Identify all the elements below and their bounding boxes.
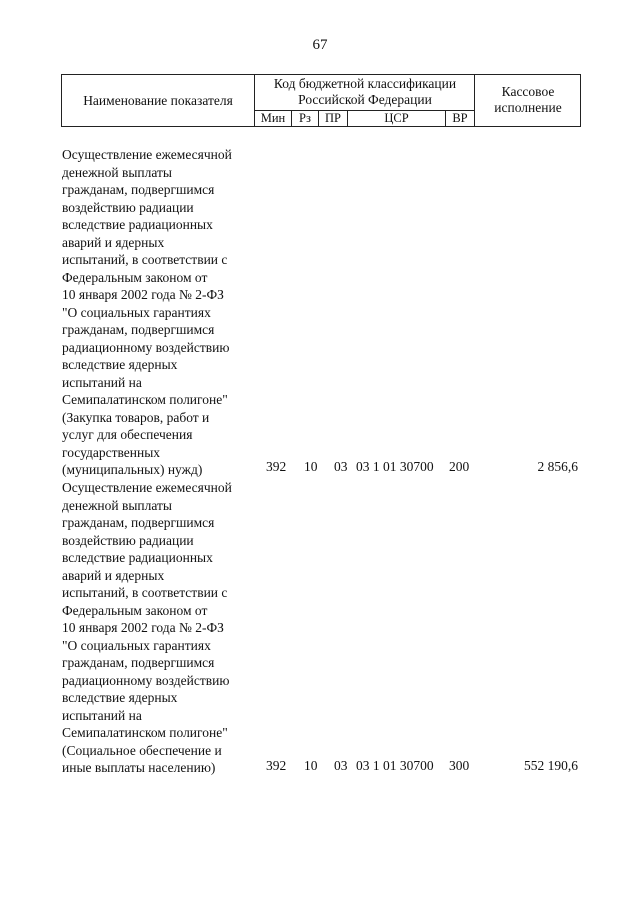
header-name-label: Наименование показателя <box>83 93 233 108</box>
header-sub-rz-label: Рз <box>299 111 311 125</box>
header-sub-pr-label: ПР <box>325 111 341 125</box>
row-1-pr: 03 <box>334 459 348 474</box>
row-1-vr: 200 <box>449 459 470 474</box>
page-number: 67 <box>312 37 328 53</box>
row-1-min: 392 <box>266 459 287 474</box>
row-1-name: Осуществление ежемесячной денежной выплаты гражданам, подвергшимся воздействию радиации вследствие радиационных аварий и ядерных испытаний, в соответствии с Федеральным законом от 10 января 2002 года № 2-ФЗ "О социальных гарантиях гражданам, подвергшимся радиационному воздействию вследствие ядерных испытаний на Семипалатинском полигоне" (Закупка товаров, работ и услуг для обеспечения государственных (муниципальных) нужд) <box>62 147 232 477</box>
header-code-label: Код бюджетной классификации Российской Федерации <box>273 76 457 107</box>
row-2-amount: 552 190,6 <box>524 758 578 773</box>
row-2-rz: 10 <box>304 758 318 773</box>
header-execution-label: Кассовое исполнение <box>494 84 562 115</box>
row-1-csr: 03 1 01 30700 <box>356 459 434 474</box>
row-2-csr: 03 1 01 30700 <box>356 758 434 773</box>
row-1-amount: 2 856,6 <box>537 459 578 474</box>
row-1-rz: 10 <box>304 459 318 474</box>
row-2-min: 392 <box>266 758 287 773</box>
header-sub-vr-label: ВР <box>452 111 468 125</box>
header-sub-csr-label: ЦСР <box>384 111 409 125</box>
row-2-name: Осуществление ежемесячной денежной выплаты гражданам, подвергшимся воздействию радиации вследствие радиационных аварий и ядерных испытаний, в соответствии с Федеральным законом от 10 января 2002 года № 2-ФЗ "О социальных гарантиях гражданам, подвергшимся радиационному воздействию вследствие ядерных испытаний на Семипалатинском полигоне" (Социальное обеспечение и иные выплаты населению) <box>62 480 232 775</box>
row-2-pr: 03 <box>334 758 348 773</box>
row-2-vr: 300 <box>449 758 470 773</box>
header-sub-min-label: Мин <box>260 111 286 125</box>
